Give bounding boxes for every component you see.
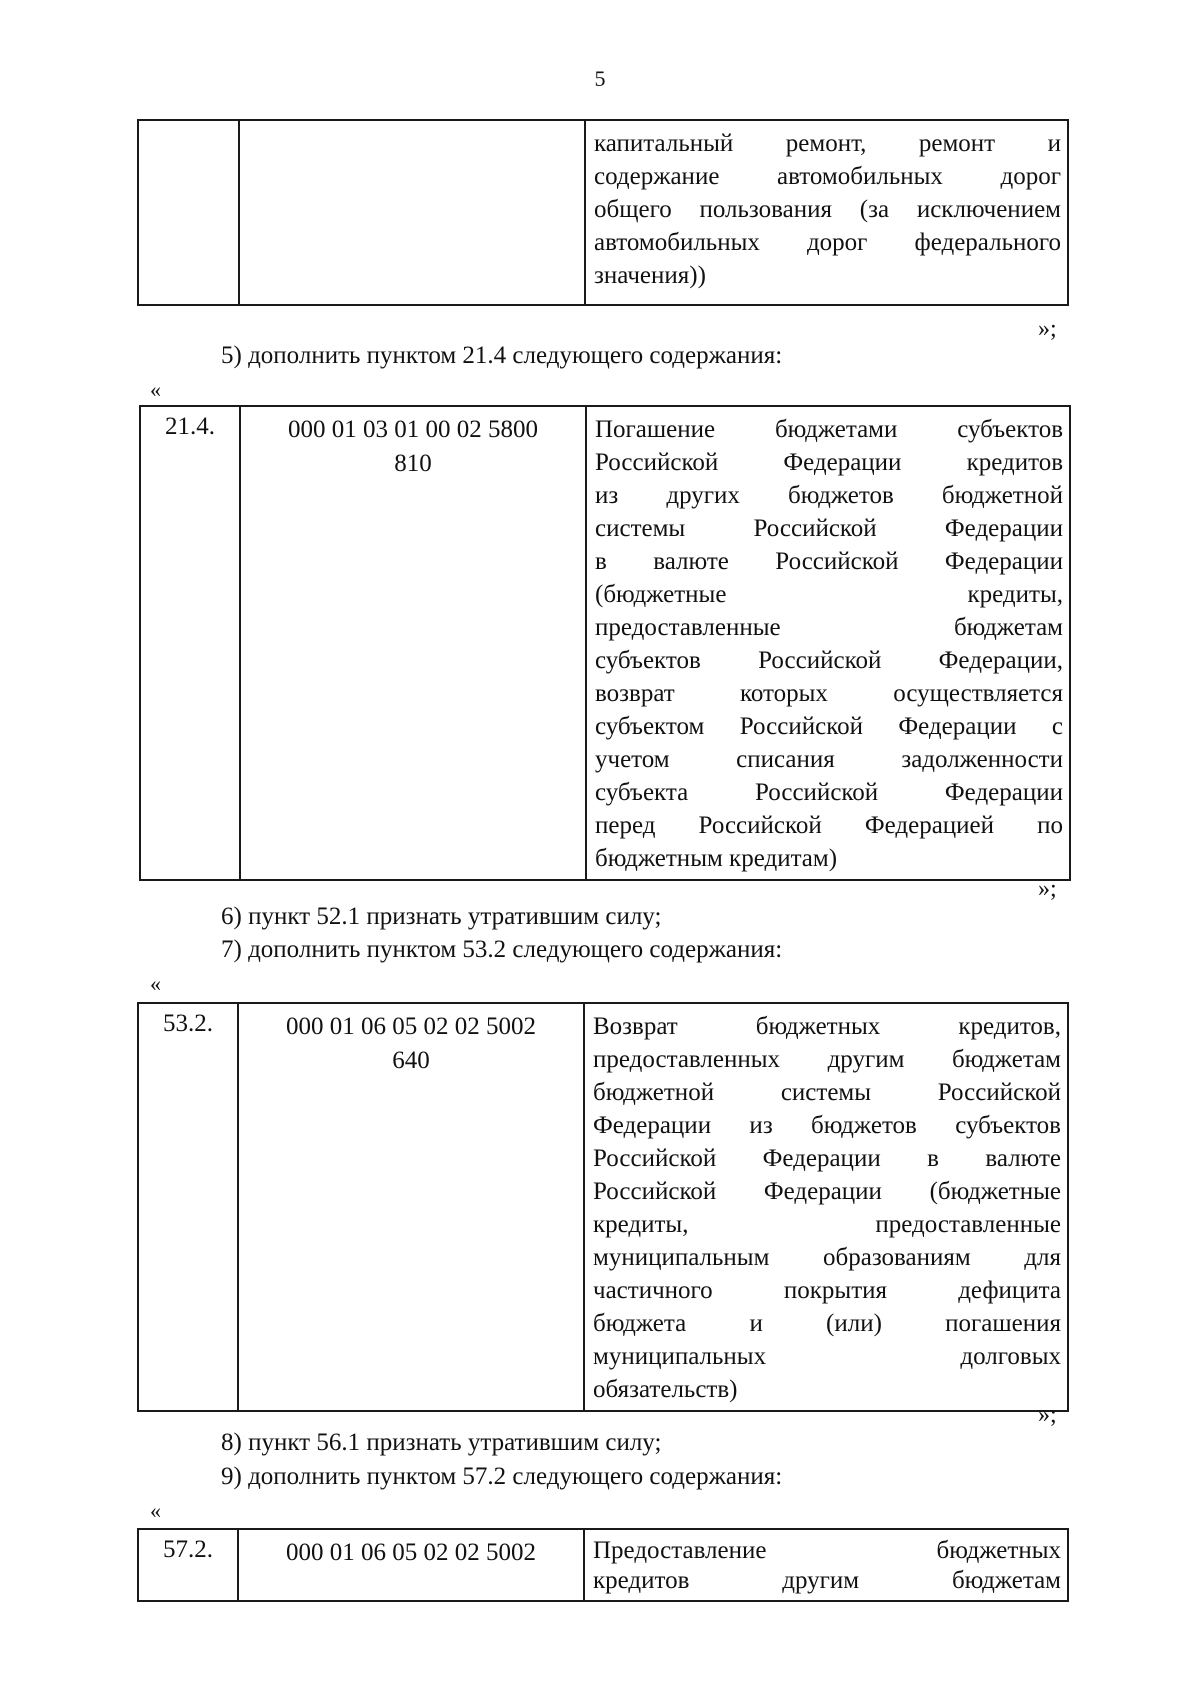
description-line: Российской Федерации кредитов — [595, 449, 1063, 476]
description-line: Предоставление бюджетных — [593, 1537, 1061, 1564]
description-line: (бюджетные кредиты, — [595, 581, 1063, 608]
code-line: 810 — [394, 450, 432, 477]
code-line: 000 01 03 01 00 02 5800 — [288, 416, 538, 443]
description-line: муниципальным образованиям для — [593, 1244, 1061, 1271]
table-item-57-2 — [137, 1528, 1069, 1602]
description-line: системы Российской Федерации — [595, 515, 1063, 542]
description-line: предоставленные бюджетам — [595, 614, 1063, 641]
description-line: бюджетным кредитам) — [595, 845, 838, 872]
description-line: значения)) — [594, 262, 706, 289]
description-line: автомобильных дорог федерального — [594, 229, 1061, 256]
closing-quote: »; — [1038, 876, 1057, 902]
opening-quote: « — [150, 1498, 161, 1523]
description-line: Возврат бюджетных кредитов, — [593, 1013, 1061, 1040]
description-line: общего пользования (за исключением — [594, 196, 1061, 223]
table-cell-description — [585, 120, 1068, 305]
description-line: учетом списания задолженности — [595, 746, 1063, 773]
table-item-53-2 — [137, 1002, 1069, 1412]
table-cell-number: 57.2. — [138, 1529, 238, 1601]
description-line: капитальный ремонт, ремонт и — [594, 130, 1061, 157]
table-cell-number: 53.2. — [138, 1003, 238, 1411]
table-continuation — [137, 119, 1069, 306]
paragraph-8: 8) пункт 56.1 признать утратившим силу; — [221, 1429, 662, 1456]
description-line: субъекта Российской Федерации — [595, 779, 1063, 806]
table-item-21-4 — [139, 405, 1071, 881]
page-number: 5 — [594, 66, 606, 91]
description-line: субъектов Российской Федерации, — [595, 647, 1063, 674]
description-line: бюджетной системы Российской — [593, 1079, 1061, 1106]
table-cell-code — [239, 120, 585, 305]
description-line: Погашение бюджетами субъектов — [595, 416, 1063, 443]
opening-quote: « — [150, 971, 161, 996]
table-cell-code — [240, 406, 586, 880]
description-line: кредитов другим бюджетам — [593, 1567, 1061, 1594]
closing-quote: »; — [1038, 316, 1057, 342]
table-cell-description — [586, 406, 1070, 880]
description-line: в валюте Российской Федерации — [595, 548, 1063, 575]
table-cell-code — [238, 1003, 584, 1411]
description-line: Федерации из бюджетов субъектов — [593, 1112, 1061, 1139]
description-line: субъектом Российской Федерации с — [595, 713, 1063, 740]
opening-quote: « — [150, 377, 161, 402]
description-line: из других бюджетов бюджетной — [595, 482, 1063, 509]
code-line: 640 — [392, 1047, 430, 1074]
description-line: обязательств) — [593, 1376, 738, 1403]
description-line: частичного покрытия дефицита — [593, 1277, 1061, 1304]
description-line: перед Российской Федерацией по — [595, 812, 1063, 839]
paragraph-6: 6) пункт 52.1 признать утратившим силу; — [221, 903, 662, 930]
description-line: кредиты, предоставленные — [593, 1211, 1061, 1238]
table-cell-description — [584, 1003, 1068, 1411]
description-line: бюджета и (или) погашения — [593, 1310, 1061, 1337]
table-cell-code — [238, 1529, 584, 1601]
table-cell-number: 21.4. — [140, 406, 240, 880]
paragraph-5: 5) дополнить пунктом 21.4 следующего содержания: — [221, 342, 783, 369]
table-cell-number — [138, 120, 239, 305]
paragraph-7: 7) дополнить пунктом 53.2 следующего содержания: — [221, 936, 783, 963]
description-line: муниципальных долговых — [593, 1343, 1061, 1370]
paragraph-9: 9) дополнить пунктом 57.2 следующего содержания: — [221, 1463, 783, 1490]
description-line: Российской Федерации в валюте — [593, 1145, 1061, 1172]
code-line: 000 01 06 05 02 02 5002 — [286, 1013, 536, 1040]
description-line: содержание автомобильных дорог — [594, 163, 1061, 190]
description-line: возврат которых осуществляется — [595, 680, 1063, 707]
code-line: 000 01 06 05 02 02 5002 — [286, 1539, 536, 1566]
description-line: Российской Федерации (бюджетные — [593, 1178, 1061, 1205]
closing-quote: »; — [1038, 1402, 1057, 1428]
description-line: предоставленных другим бюджетам — [593, 1046, 1061, 1073]
table-cell-description — [584, 1529, 1068, 1601]
